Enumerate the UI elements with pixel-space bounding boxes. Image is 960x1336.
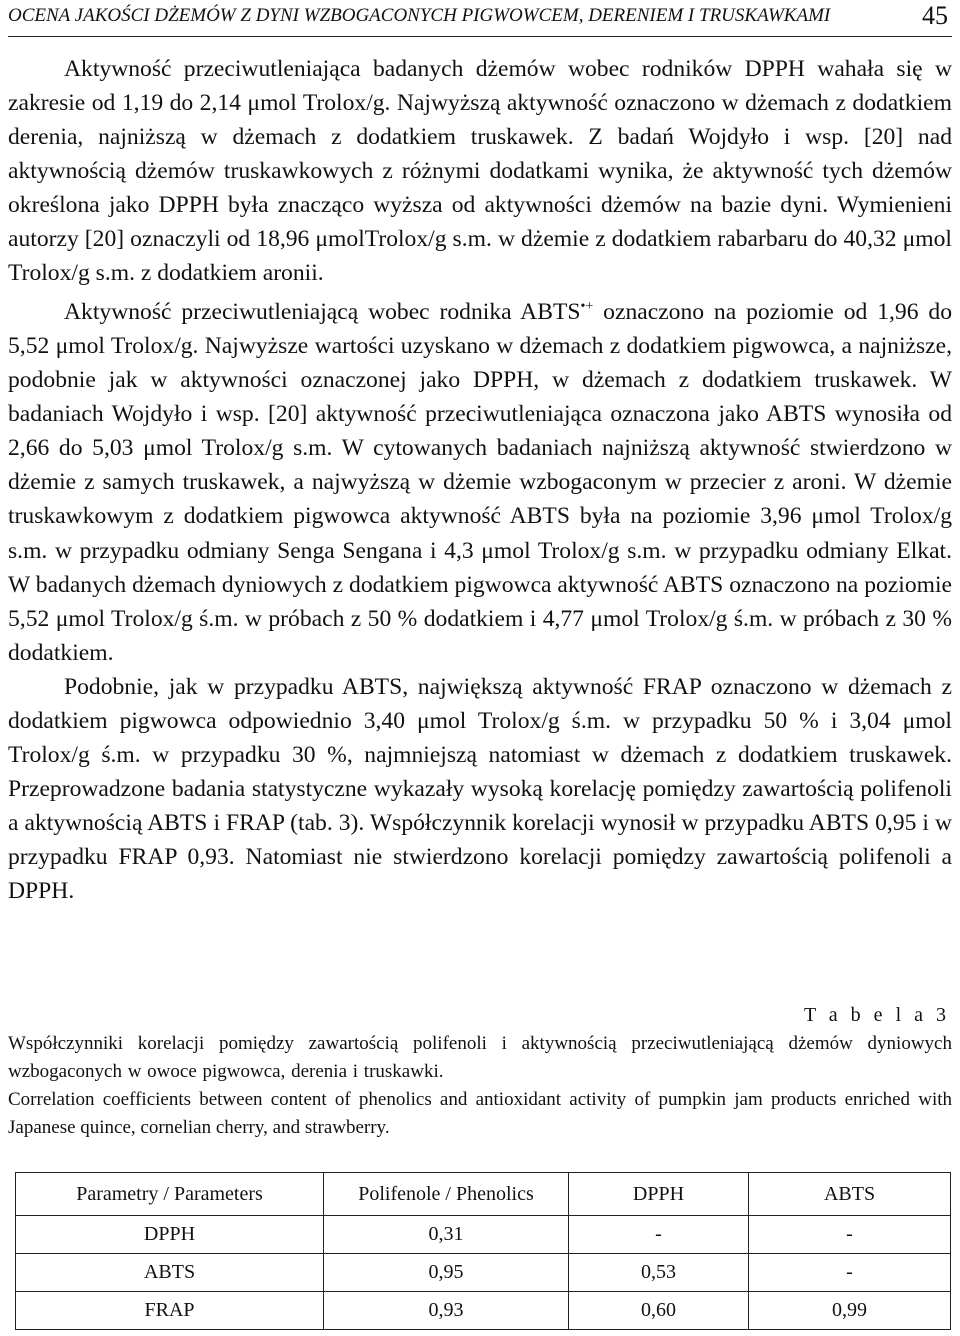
paragraph-abts — [8, 290, 952, 669]
table-cell: 0,93 — [324, 1292, 569, 1330]
abts-text-before: Aktywność przeciwutleniającą wobec rodnika ABTS — [64, 299, 581, 326]
table-row — [16, 1254, 951, 1292]
running-header — [8, 0, 952, 37]
table-cell: 0,95 — [324, 1254, 569, 1292]
paragraph-dpph: Aktywność przeciwutleniająca badanych dżemów wobec rodników DPPH wahała się w zakresie od 1,19 do 2,14 μmol Trolox/g. Najwyższą aktywność oznaczono w dżemach z dodatkiem derenia, najniższą w dżemach z dodatkiem truskawek. Z badań Wojdyło i wsp. [20] nad aktywnością dżemów truskawkowych z różnymi dodatkami wynika, że aktywność tych dżemów określona jako DPPH była znacząco wyższa od aktywności dżemów na bazie dyni. Wymienieni autorzy [20] oznaczyli od 18,96 μmolTrolox/g s.m. w dżemie z dodatkiem rabarbaru do 40,32 μmol Trolox/g s.m. z dodatkiem aronii. — [8, 56, 952, 287]
table-cell: ABTS — [16, 1254, 324, 1292]
paragraph-frap: Podobnie, jak w przypadku ABTS, największą aktywność FRAP oznaczono w dżemach z dodatkiem pigwowca odpowiednio 3,40 μmol Trolox/g ś.m. w przypadku 50 % i 3,04 μmol Trolox/g ś.m. w przypadku 30 %, najmniejszą natomiast w dżemach z dodatkiem truskawek. Przeprowadzone badania statystyczne wykazały wysoką korelację pomiędzy zawartością polifenoli a aktywnością ABTS i FRAP (tab. 3). Współczynnik korelacji wynosił w przypadku ABTS 0,95 i w przypadku FRAP 0,93. Natomiast nie stwierdzono korelacji pomiędzy zawartością polifenoli a DPPH. — [8, 673, 952, 904]
table-cell: FRAP — [16, 1292, 324, 1330]
table-header-row — [16, 1173, 951, 1216]
table-cell: 0,60 — [569, 1292, 749, 1330]
correlation-table — [15, 1172, 951, 1330]
table-cell: 0,31 — [324, 1216, 569, 1254]
table-caption-polish: Współczynniki korelacji pomiędzy zawartością polifenoli i aktywnością przeciwutleniającą dżemów dyniowych wzbogaconych w owoce pigwowca, derenia i truskawki. — [8, 1033, 952, 1082]
table-cell: 0,99 — [749, 1292, 951, 1330]
column-header-parameters: Parametry / Parameters — [16, 1173, 324, 1216]
table-caption — [8, 1030, 952, 1142]
table-cell: - — [569, 1216, 749, 1254]
table-row — [16, 1216, 951, 1254]
page-number: 45 — [922, 1, 948, 30]
table-row — [16, 1292, 951, 1330]
table-cell: - — [749, 1216, 951, 1254]
table-cell: DPPH — [16, 1216, 324, 1254]
abts-radical-superscript: •+ — [580, 299, 594, 315]
table-cell: 0,53 — [569, 1254, 749, 1292]
column-header-phenolics: Polifenole / Phenolics — [324, 1173, 569, 1216]
table-number-label: T a b e l a 3 — [803, 1004, 950, 1026]
abts-text-after: oznaczono na poziomie od 1,96 do 5,52 μmol Trolox/g. Najwyższe wartości uzyskano w dżemach z dodatkiem pigwowca, a najniższe, podobnie jak w aktywności oznaczonej jako DPPH, w dżemach z dodatkiem truskawek. W badaniach Wojdyło i wsp. [20] aktywność przeciwutleniająca oznaczona jako ABTS wynosiła od 2,66 do 5,03 μmol Trolox/g s.m. W cytowanych badaniach najniższą aktywność stwierdzono w dżemie z samych truskawek, a najwyższą w dżemie wzbogaconym w przecier z aroni. W dżemie truskawkowym z dodatkiem pigwowca aktywność ABTS była na poziomie 3,96 μmol Trolox/g s.m. w przypadku odmiany Senga Sengana i 4,3 μmol Trolox/g s.m. w przypadku odmiany Elkat. W badanych dżemach dyniowych z dodatkiem pigwowca aktywność ABTS oznaczono na poziomie 5,52 μmol Trolox/g ś.m. w próbach z 50 % dodatkiem i 4,77 μmol Trolox/g ś.m. w próbach z 30 % dodatkiem. — [8, 299, 952, 666]
column-header-abts: ABTS — [749, 1173, 951, 1216]
column-header-dpph: DPPH — [569, 1173, 749, 1216]
table-cell: - — [749, 1254, 951, 1292]
table-caption-english: Correlation coefficients between content of phenolics and antioxidant activity of pumpkin jam products enriched with Japanese quince, cornelian cherry, and strawberry. — [8, 1089, 952, 1138]
running-header-title: OCENA JAKOŚCI DŻEMÓW Z DYNI WZBOGACONYCH PIGWOWCEM, DERENIEM I TRUSKAWKAMI — [8, 5, 831, 26]
body-text — [8, 52, 952, 908]
